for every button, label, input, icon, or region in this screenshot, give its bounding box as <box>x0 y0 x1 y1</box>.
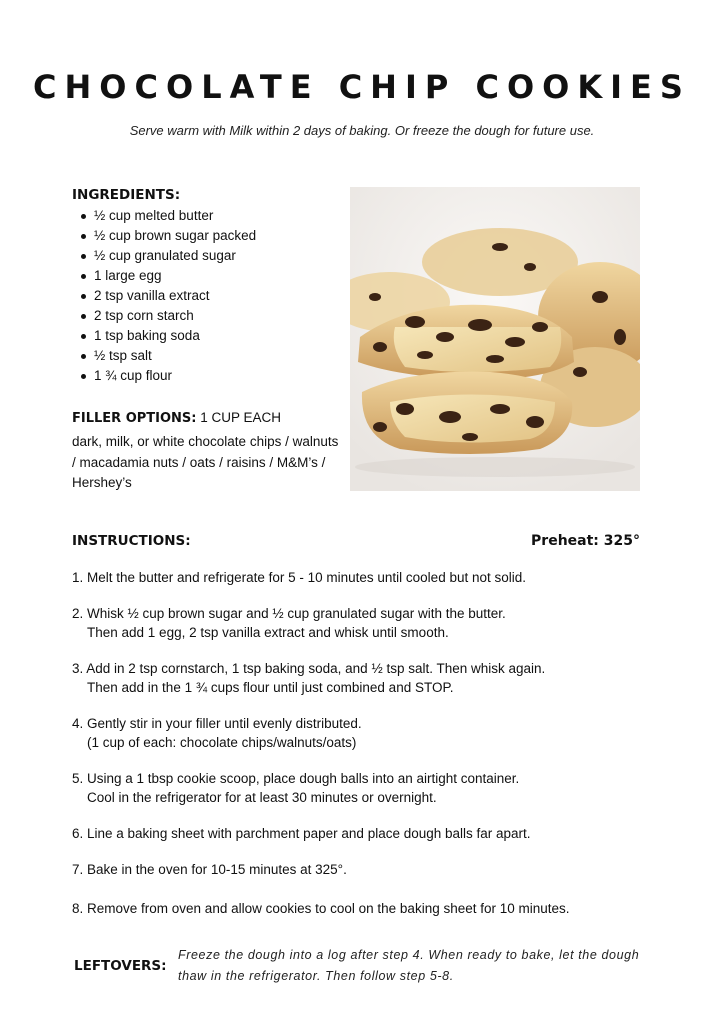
filler-options-heading <box>72 410 281 426</box>
ingredients-heading: INGREDIENTS: <box>72 187 181 203</box>
ingredient-item: 1 large egg <box>72 266 256 286</box>
recipe-subtitle: Serve warm with Milk within 2 days of baking. Or freeze the dough for future use. <box>129 123 595 138</box>
preheat-temperature: Preheat: 325° <box>531 533 640 549</box>
ingredient-item: ½ cup granulated sugar <box>72 246 256 266</box>
ingredients-list <box>72 206 256 386</box>
instruction-step-3 <box>72 659 662 697</box>
step-line-continued: (1 cup of each: chocolate chips/walnuts/oats) <box>87 735 357 750</box>
step-line: 8. Remove from oven and allow cookies to cool on the baking sheet for 10 minutes. <box>72 901 570 916</box>
ingredient-item: ½ cup brown sugar packed <box>72 226 256 246</box>
leftovers-text: Freeze the dough into a log after step 4. When ready to bake, let the dough thaw in the refrigerator. Then follow step 5-8. <box>178 948 640 983</box>
instruction-step-6 <box>72 824 662 843</box>
instructions-heading: INSTRUCTIONS: <box>72 533 191 549</box>
step-line-continued: Then add in the 1 ¾ cups flour until just combined and STOP. <box>87 680 454 695</box>
ingredient-item: ½ tsp salt <box>72 346 256 366</box>
leftovers-heading: LEFTOVERS: <box>74 958 167 974</box>
cookie-photo-icon <box>350 187 640 491</box>
instruction-step-1 <box>72 568 662 587</box>
ingredient-item: 2 tsp vanilla extract <box>72 286 256 306</box>
filler-options-text: dark, milk, or white chocolate chips / walnuts / macadamia nuts / oats / raisins / M&M’s / Hershey’s <box>72 434 339 490</box>
instruction-step-7 <box>72 860 662 879</box>
step-line-continued: Cool in the refrigerator for at least 30 minutes or overnight. <box>87 790 437 805</box>
step-line: 6. Line a baking sheet with parchment paper and place dough balls far apart. <box>72 826 531 841</box>
step-line: 5. Using a 1 tbsp cookie scoop, place dough balls into an airtight container. <box>72 771 520 786</box>
step-line: 4. Gently stir in your filler until evenly distributed. <box>72 716 362 731</box>
instruction-step-4 <box>72 714 662 752</box>
instruction-step-5 <box>72 769 662 807</box>
ingredient-item: 2 tsp corn starch <box>72 306 256 326</box>
filler-amount: 1 CUP EACH <box>196 410 282 425</box>
step-line: 7. Bake in the oven for 10-15 minutes at 325°. <box>72 862 347 877</box>
ingredient-item: 1 tsp baking soda <box>72 326 256 346</box>
cookie-photo <box>350 187 640 491</box>
instruction-step-8 <box>72 899 662 918</box>
step-line: 1. Melt the butter and refrigerate for 5 - 10 minutes until cooled but not solid. <box>72 570 527 585</box>
filler-options-label: FILLER OPTIONS: <box>72 411 197 426</box>
step-line-continued: Then add 1 egg, 2 tsp vanilla extract and whisk until smooth. <box>87 625 449 640</box>
instruction-step-2 <box>72 604 662 642</box>
recipe-title: CHOCOLATE CHIP COOKIES <box>33 68 691 106</box>
step-line: 3. Add in 2 tsp cornstarch, 1 tsp baking soda, and ½ tsp salt. Then whisk again. <box>72 661 546 676</box>
step-line: 2. Whisk ½ cup brown sugar and ½ cup granulated sugar with the butter. <box>72 606 506 621</box>
ingredient-item: ½ cup melted butter <box>72 206 256 226</box>
ingredient-item: 1 ¾ cup flour <box>72 366 256 386</box>
